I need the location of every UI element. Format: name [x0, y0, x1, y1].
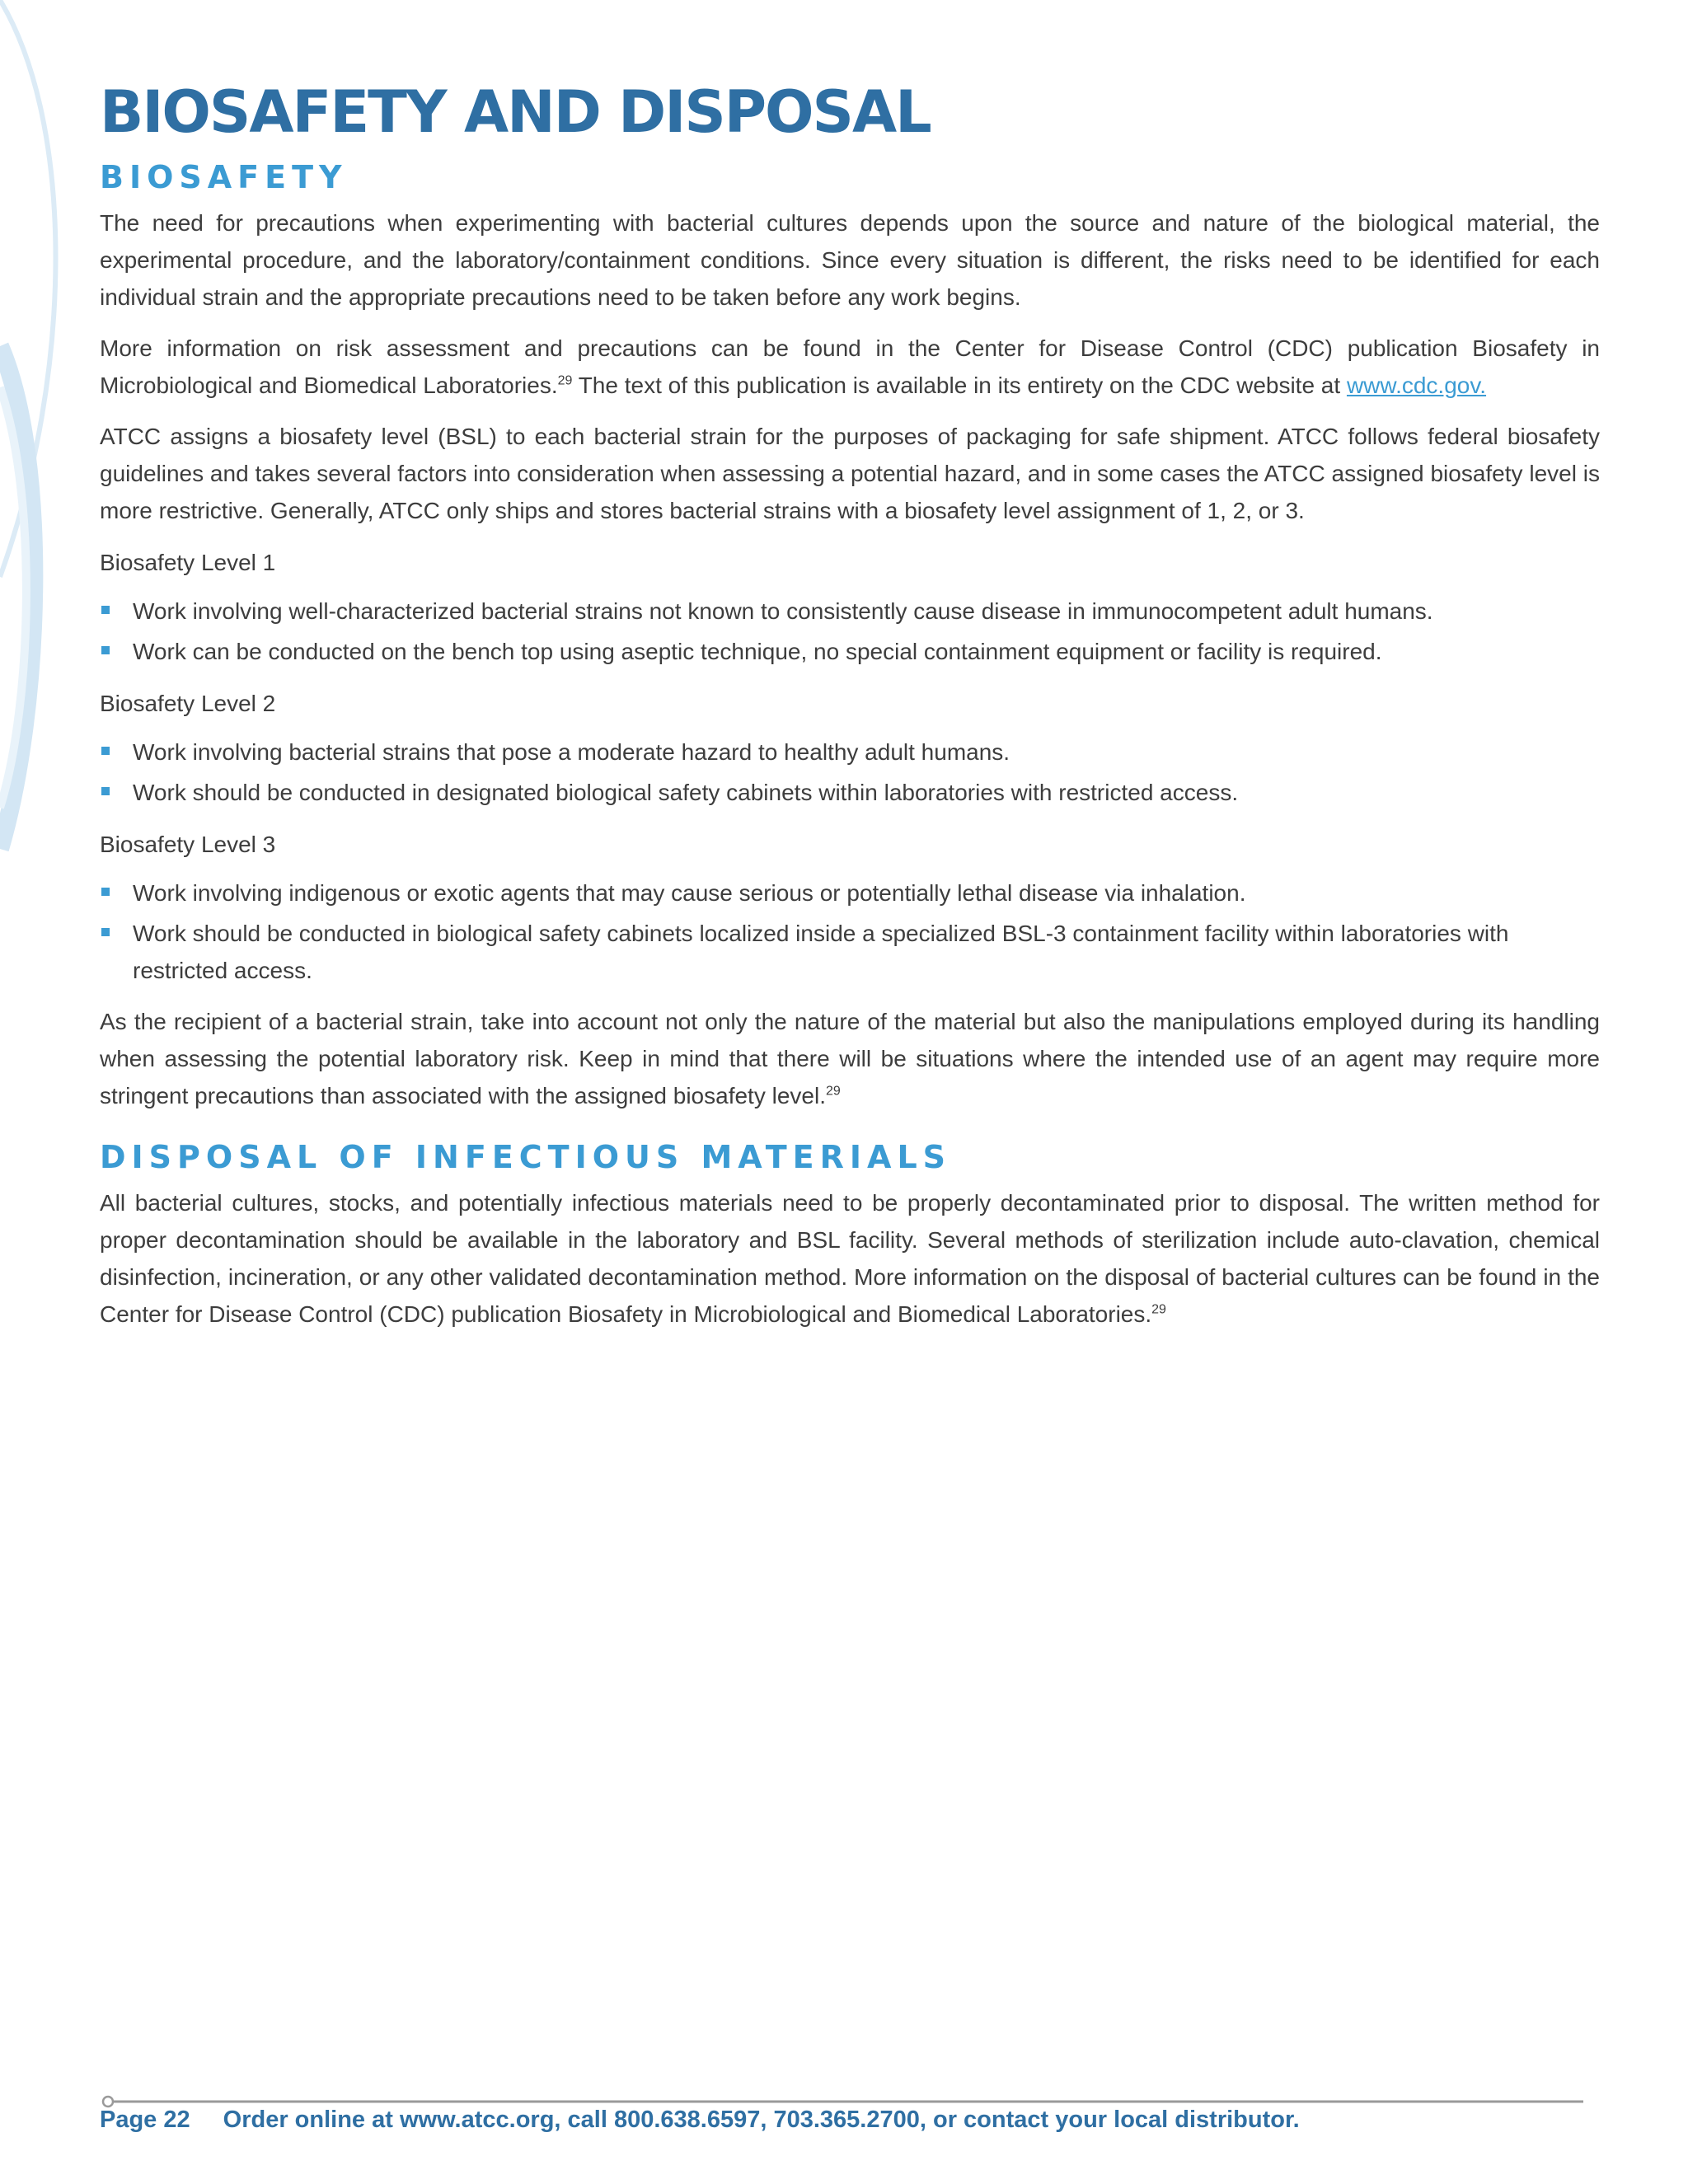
list-item-text: Work involving well-characterized bacterial strains not known to consistently cause disease in immunocompetent adult humans.: [133, 598, 1433, 624]
list-item: [100, 733, 1600, 771]
list-item: [100, 774, 1600, 811]
biosafety-paragraph-1: The need for precautions when experimenting with bacterial cultures depends upon the source and nature of the biological material, the experimental procedure, and the laboratory/containment conditions. Since every situation is different, the risks need to be identified for each individual strain and the appropriate precautions need to be taken before any work begins.: [100, 210, 1600, 310]
biosafety-paragraph-3: ATCC assigns a biosafety level (BSL) to each bacterial strain for the purposes of packaging for safe shipment. ATCC follows federal biosafety guidelines and takes several factors into consideration when assessing a potential hazard, and in some cases the ATCC assigned biosafety level is more restrictive. Generally, ATCC only ships and stores bacterial strains with a biosafety level assignment of 1, 2, or 3.: [100, 424, 1600, 523]
biosafety-paragraph-2: [100, 330, 1600, 404]
list-item: [100, 633, 1600, 670]
bullet-square-icon: [101, 888, 110, 896]
paragraph-2-text-b: The text of this publication is available in its entirety on the CDC website at: [572, 373, 1347, 398]
page-number: Page 22: [100, 2107, 190, 2133]
list-item-text: Work should be conducted in designated biological safety cabinets within laboratories with restricted access.: [133, 780, 1239, 805]
list-item-text: Work involving bacterial strains that pose a moderate hazard to healthy adult humans.: [133, 739, 1010, 765]
footer-contact-text: Order online at www.atcc.org, call 800.638.6597, 703.365.2700, or contact your local distributor.: [223, 2107, 1300, 2133]
page-content: [100, 78, 1600, 1333]
bullet-square-icon: [101, 646, 110, 654]
footnote-ref: 29: [1151, 1302, 1166, 1317]
cdc-website-link[interactable]: www.cdc.gov.: [1346, 373, 1487, 398]
disposal-heading: DISPOSAL OF INFECTIOUS MATERIALS: [100, 1139, 952, 1175]
paragraph-2-text-a: More information on risk assessment and precautions can be found in the Center for Disease Control (CDC) publication Biosafety in Microbiological and Biomedical Laboratories.: [100, 335, 1600, 398]
level-1-label: Biosafety Level 1: [100, 550, 276, 575]
disposal-text: All bacterial cultures, stocks, and potentially infectious materials need to be properly decontaminated prior to disposal. The written method for proper decontamination should be available in the laboratory and BSL facility. Several methods of sterilization include auto-clavation, chemical disinfection, incineration, or any other validated decontamination method. More information on the disposal of bacterial cultures can be found in the Center for Disease Control (CDC) publication Biosafety in Microbiological and Biomedical Laboratories.: [100, 1190, 1600, 1327]
paragraph-4-text: As the recipient of a bacterial strain, take into account not only the nature of the material but also the manipulations employed during its handling when assessing the potential laboratory risk. Keep in mind that there will be situations where the intended use of an agent may require more stringent precautions than associated with the assigned biosafety level.: [100, 1009, 1600, 1108]
list-item: [100, 874, 1600, 912]
level-2-label: Biosafety Level 2: [100, 691, 276, 716]
level-3-list: [100, 874, 1600, 989]
bullet-square-icon: [101, 928, 110, 936]
disposal-paragraph: [100, 1184, 1600, 1333]
bullet-square-icon: [101, 606, 110, 614]
biosafety-heading: BIOSAFETY: [100, 159, 348, 195]
list-item: [100, 593, 1600, 630]
biosafety-paragraph-4: [100, 1003, 1600, 1114]
bullet-square-icon: [101, 787, 110, 795]
footer: [100, 2107, 1300, 2134]
list-item-text: Work can be conducted on the bench top using aseptic technique, no special containment equipment or facility is required.: [133, 639, 1382, 664]
bullet-square-icon: [101, 747, 110, 755]
list-item-text: Work involving indigenous or exotic agents that may cause serious or potentially lethal disease via inhalation.: [133, 880, 1246, 906]
level-1-list: [100, 593, 1600, 670]
page-title: BIOSAFETY AND DISPOSAL: [100, 78, 931, 146]
footnote-ref: 29: [825, 1084, 841, 1099]
list-item-text: Work should be conducted in biological safety cabinets localized inside a specialized BSL-3 containment facility within laboratories with restricted access.: [133, 921, 1509, 983]
level-2-list: [100, 733, 1600, 811]
list-item: [100, 915, 1600, 989]
decorative-swoosh: [0, 0, 99, 907]
level-3-label: Biosafety Level 3: [100, 832, 276, 857]
footnote-ref: 29: [557, 373, 573, 388]
